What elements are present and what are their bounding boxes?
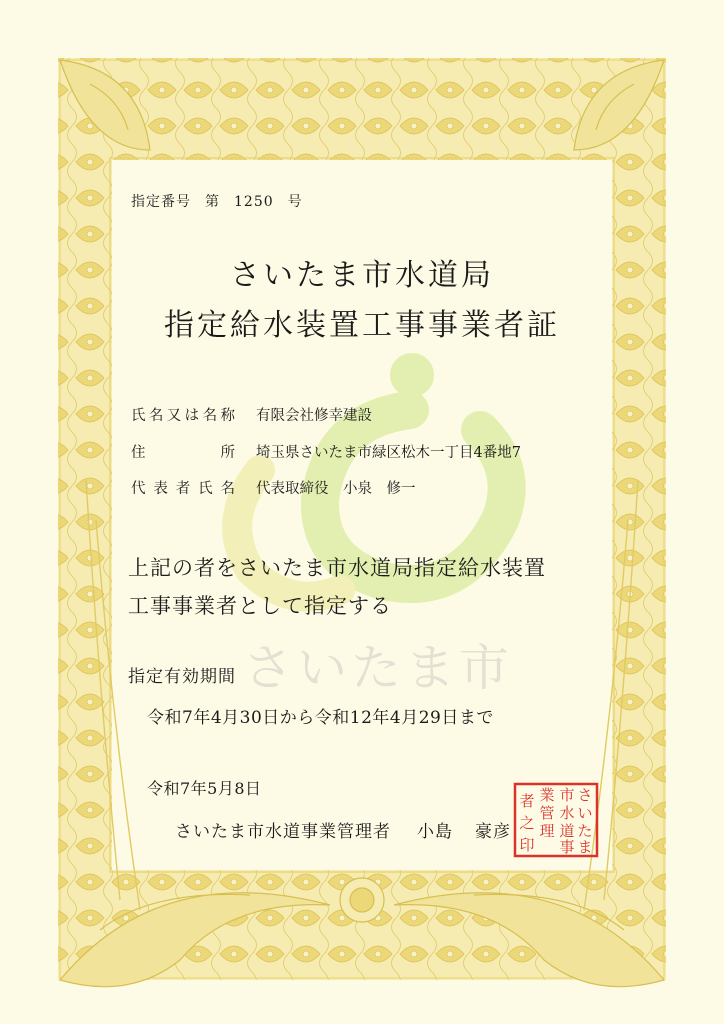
designation-number xyxy=(131,191,317,211)
svg-text:之: 之 xyxy=(519,814,535,832)
official-seal-stamp xyxy=(513,782,599,858)
name-value: 有限会社修幸建設 xyxy=(256,408,372,424)
validity-period: 令和7年4月30日から令和12年4月29日まで xyxy=(147,708,494,728)
svg-text:さ: さ xyxy=(577,786,593,804)
svg-text:水: 水 xyxy=(559,804,575,822)
designation-suffix: 号 xyxy=(287,194,303,210)
issuer-title: さいたま市水道事業管理者 xyxy=(175,822,391,842)
svg-text:ま: ま xyxy=(577,838,593,856)
representative-value: 代表取締役 小泉 修一 xyxy=(256,481,416,497)
designation-prefix: 第 xyxy=(205,194,220,210)
statement-line-2: 工事事業者として指定する xyxy=(128,594,392,618)
svg-text:管: 管 xyxy=(539,804,555,822)
representative-label: 代 表 者 氏 名 xyxy=(131,481,235,497)
statement-line-1: 上記の者をさいたま市水道局指定給水装置 xyxy=(128,556,546,580)
validity-label: 指定有効期間 xyxy=(128,667,236,687)
address-value: 埼玉県さいたま市緑区松木一丁目4番地7 xyxy=(256,445,521,461)
issuer-surname: 小島 xyxy=(417,822,453,842)
certificate-title-issuer: さいたま市水道局 xyxy=(230,258,494,293)
issue-date: 令和7年5月8日 xyxy=(147,779,262,798)
svg-text:市: 市 xyxy=(559,786,575,804)
name-label: 氏 名 又 は 名 称 xyxy=(131,408,235,424)
designation-label: 指定番号 xyxy=(131,194,191,210)
svg-text:理: 理 xyxy=(539,822,555,840)
certificate-title: 指定給水装置工事事業者証 xyxy=(164,308,560,343)
svg-text:道: 道 xyxy=(559,822,575,840)
address-label: 住 所 xyxy=(131,445,235,461)
svg-text:印: 印 xyxy=(519,836,535,854)
svg-text:い: い xyxy=(577,804,593,822)
svg-text:者: 者 xyxy=(519,792,535,810)
watermark-city-name: さいたま市 xyxy=(243,639,513,697)
issuer-line xyxy=(175,817,511,842)
designation-value: 1250 xyxy=(234,194,274,210)
issuer-given-name: 豪彦 xyxy=(475,822,511,842)
svg-text:業: 業 xyxy=(539,786,555,804)
svg-text:た: た xyxy=(577,822,593,840)
svg-text:事: 事 xyxy=(559,838,575,856)
